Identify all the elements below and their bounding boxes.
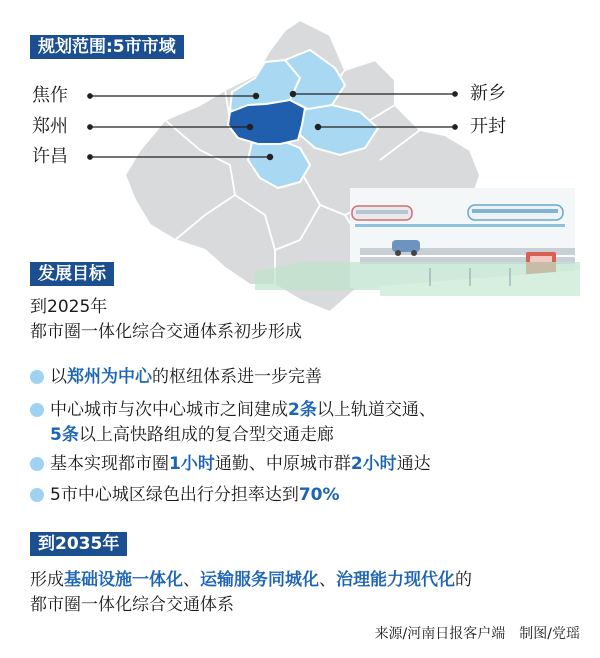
city-label-zhengzhou: 郑州 — [32, 116, 68, 137]
bullet-dot — [30, 457, 44, 471]
goal-2035-line2: 都市圈一体化综合交通体系 — [30, 595, 234, 615]
goal-2025-subtitle: 都市圈一体化综合交通体系初步形成 — [30, 322, 302, 342]
bullet-text-2: 中心城市与次中心城市之间建成2条以上轨道交通、 — [50, 400, 436, 420]
bullet-text-1: 以郑州为中心的枢纽体系进一步完善 — [50, 367, 322, 387]
city-label-xuchang: 许昌 — [32, 146, 68, 167]
goal-2025-year: 到2025年 — [30, 297, 108, 317]
city-label-kaifeng: 开封 — [470, 116, 506, 137]
bullet-dot — [30, 370, 44, 384]
goal-tag: 发展目标 — [30, 262, 114, 286]
goal-2035-tag: 到2035年 — [30, 532, 127, 556]
goal-2035-line1: 形成基础设施一体化、运输服务同城化、治理能力现代化的 — [30, 570, 472, 590]
bullet-text-3: 基本实现都市圈1小时通勤、中原城市群2小时通达 — [50, 454, 431, 474]
bullet-text-2-cont: 5条以上高快路组成的复合型交通走廊 — [50, 425, 334, 445]
source-credit: 来源/河南日报客户端 制图/党瑶 — [374, 626, 580, 642]
bullet-text-4: 5市中心城区绿色出行分担率达到70% — [50, 485, 340, 505]
bullet-dot — [30, 488, 44, 502]
city-label-xinxiang: 新乡 — [470, 83, 506, 104]
bullet-dot — [30, 403, 44, 417]
scope-tag: 规划范围:5市市域 — [30, 35, 184, 59]
city-label-jiaozuo: 焦作 — [32, 85, 68, 106]
